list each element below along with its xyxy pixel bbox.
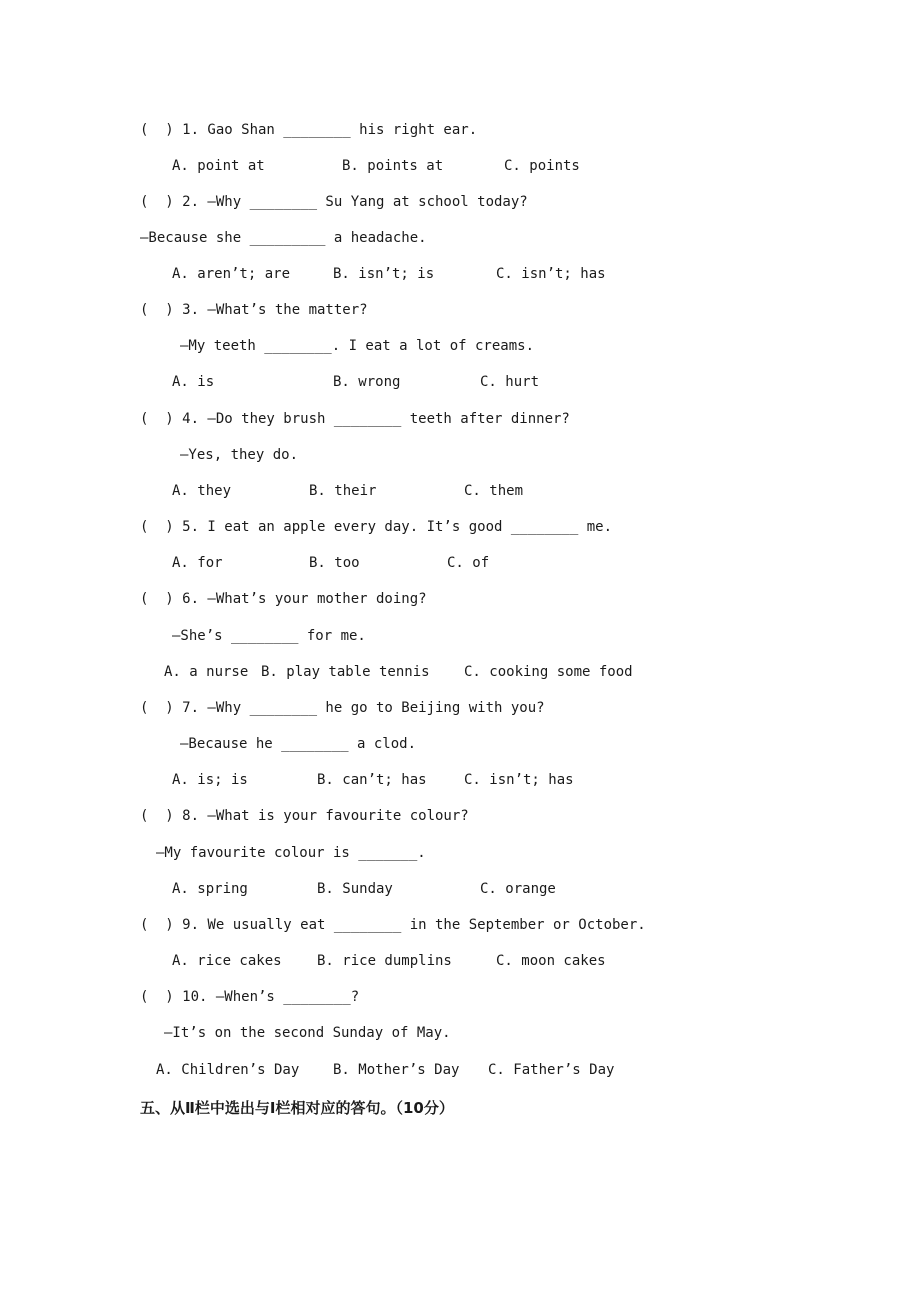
- question-8-answer-line: —My favourite colour is _______.: [156, 845, 426, 861]
- question-3-answer-line: —My teeth ________. I eat a lot of creams.: [180, 338, 535, 354]
- question-8: ( ) 8. —What is your favourite colour?: [140, 808, 469, 824]
- options-9: [0, 952, 920, 970]
- options-6: [0, 663, 920, 681]
- option-3a: A. is: [172, 374, 215, 390]
- question-2: ( ) 2. —Why ________ Su Yang at school today?: [140, 194, 528, 210]
- option-4b: B. their: [309, 483, 377, 499]
- options-8: [0, 880, 920, 898]
- option-2b: B. isn’t; is: [333, 266, 435, 282]
- option-3c: C. hurt: [480, 374, 540, 390]
- options-3: [0, 373, 920, 391]
- option-5b: B. too: [309, 555, 360, 571]
- option-6c: C. cooking some food: [464, 664, 633, 680]
- option-9c: C. moon cakes: [496, 953, 606, 969]
- option-7c: C. isn’t; has: [464, 772, 574, 788]
- options-4: [0, 482, 920, 500]
- option-8c: C. orange: [480, 881, 556, 897]
- option-1c: C. points: [504, 158, 580, 174]
- option-3b: B. wrong: [333, 374, 401, 390]
- option-2c: C. isn’t; has: [496, 266, 606, 282]
- option-6a: A. a nurse: [164, 664, 249, 680]
- option-2a: A. aren’t; are: [172, 266, 291, 282]
- question-2-answer-line: —Because she _________ a headache.: [140, 230, 427, 246]
- option-6b: B. play table tennis: [261, 664, 430, 680]
- question-7-answer-line: —Because he ________ a clod.: [180, 736, 417, 752]
- option-10b: B. Mother’s Day: [333, 1062, 460, 1078]
- question-9: ( ) 9. We usually eat ________ in the September or October.: [140, 917, 646, 933]
- question-1: ( ) 1. Gao Shan ________ his right ear.: [140, 122, 478, 138]
- option-5a: A. for: [172, 555, 223, 571]
- question-7: ( ) 7. —Why ________ he go to Beijing with you?: [140, 700, 545, 716]
- option-7a: A. is; is: [172, 772, 248, 788]
- question-5: ( ) 5. I eat an apple every day. It’s good ________ me.: [140, 519, 613, 535]
- option-1a: A. point at: [172, 158, 265, 174]
- section-heading: 五、从Ⅱ栏中选出与Ⅰ栏相对应的答句。（10分）: [140, 1099, 454, 1117]
- options-2: [0, 265, 920, 283]
- options-5: [0, 554, 920, 572]
- option-9a: A. rice cakes: [172, 953, 282, 969]
- question-6-answer-line: —She’s ________ for me.: [172, 628, 366, 644]
- question-4: ( ) 4. —Do they brush ________ teeth after dinner?: [140, 411, 570, 427]
- option-8a: A. spring: [172, 881, 248, 897]
- question-10-answer-line: —It’s on the second Sunday of May.: [164, 1025, 451, 1041]
- options-10: [0, 1061, 920, 1079]
- option-1b: B. points at: [342, 158, 444, 174]
- question-6: ( ) 6. —What’s your mother doing?: [140, 591, 427, 607]
- options-7: [0, 771, 920, 789]
- question-4-answer-line: —Yes, they do.: [180, 447, 299, 463]
- option-10c: C. Father’s Day: [488, 1062, 615, 1078]
- option-9b: B. rice dumplins: [317, 953, 452, 969]
- options-1: [0, 157, 920, 175]
- option-8b: B. Sunday: [317, 881, 393, 897]
- option-4c: C. them: [464, 483, 524, 499]
- option-7b: B. can’t; has: [317, 772, 427, 788]
- option-5c: C. of: [447, 555, 490, 571]
- question-10: ( ) 10. —When’s ________?: [140, 989, 360, 1005]
- option-10a: A. Children’s Day: [156, 1062, 300, 1078]
- option-4a: A. they: [172, 483, 232, 499]
- question-3: ( ) 3. —What’s the matter?: [140, 302, 368, 318]
